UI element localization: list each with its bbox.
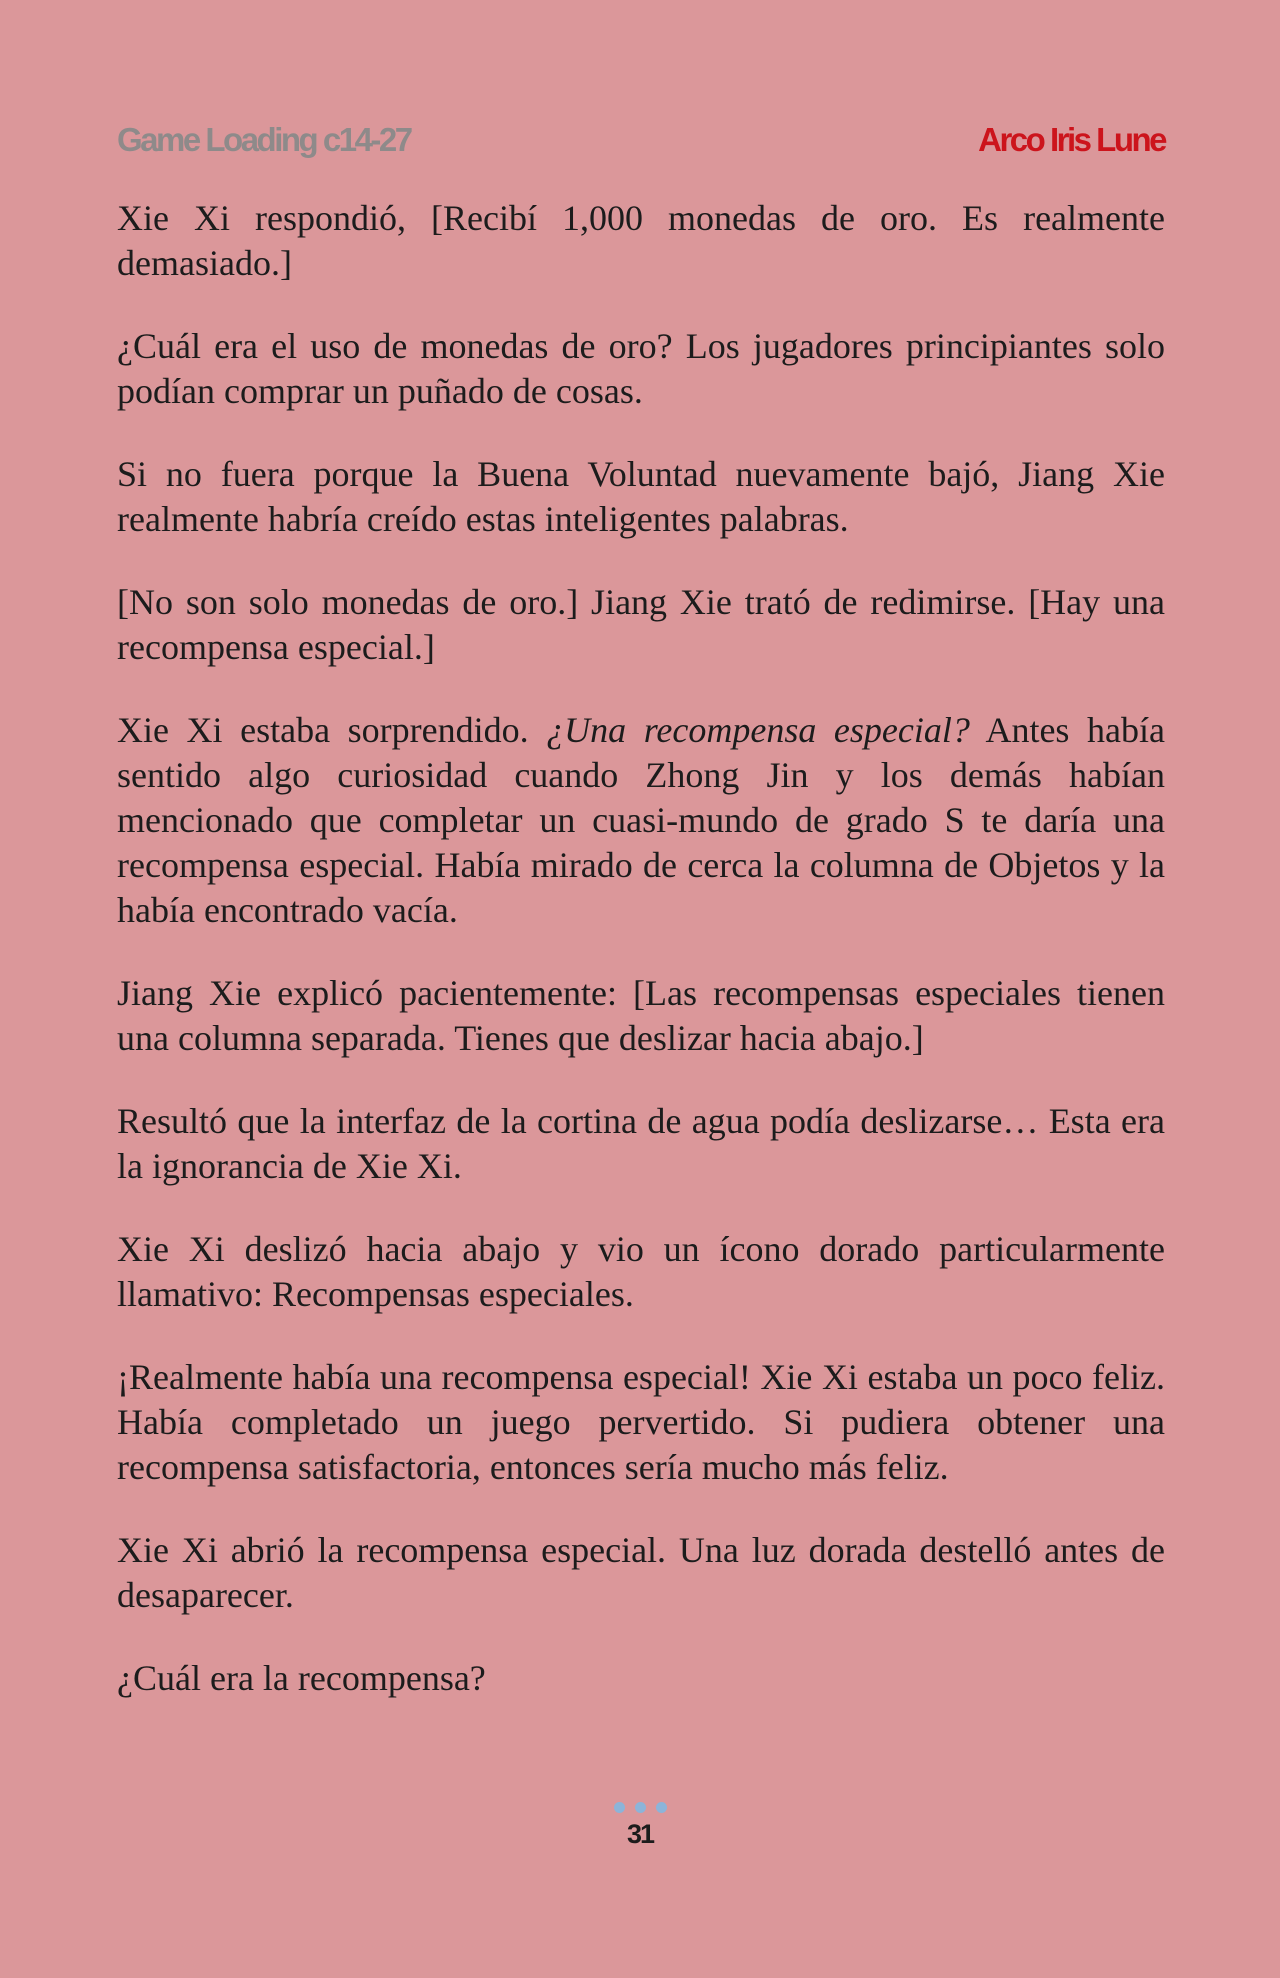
paragraph-7: Resultó que la interfaz de la cortina de agua podía deslizarse… Esta era la ignorancia de Xie Xi. (117, 1101, 1165, 1186)
paragraph-10: Xie Xi abrió la recompensa especial. Una luz dorada destelló antes de desaparecer. (117, 1530, 1165, 1615)
dot-icon (614, 1802, 625, 1813)
paragraph-1: Xie Xi respondió, [Recibí 1,000 monedas de oro. Es realmente demasiado.] (117, 198, 1165, 283)
paragraph-5-end: Antes había sentido algo curiosidad cuando Zhong Jin y los demás habían mencionado que completar un cuasi-mundo de grado S te daría una recompensa especial. Había mirado de cerca la columna de Objetos y la había encontrado vacía. (117, 710, 1165, 930)
page-number: 31 (626, 1819, 654, 1849)
paragraph-9: ¡Realmente había una recompensa especial! Xie Xi estaba un poco feliz. Había completado un juego pervertido. Si pudiera obtener una recompensa satisfactoria, entonces sería mucho más feliz. (117, 1357, 1165, 1487)
paragraph-3: Si no fuera porque la Buena Voluntad nuevamente bajó, Jiang Xie realmente habría creído estas inteligentes palabras. (117, 454, 1165, 539)
paragraph-8: Xie Xi deslizó hacia abajo y vio un ícono dorado particularmente llamativo: Recompensas especiales. (117, 1229, 1165, 1314)
translator-credit: Arco Iris Lune (978, 121, 1165, 158)
book-title: Game Loading c14-27 (117, 121, 411, 158)
page-header (117, 118, 1165, 162)
paragraph-11: ¿Cuál era la recompensa? (117, 1658, 486, 1698)
paragraph-5 (117, 708, 1165, 933)
paragraph-4: [No son solo monedas de oro.] Jiang Xie trató de redimirse. [Hay una recompensa especial.] (117, 582, 1165, 667)
paragraph-5-start: Xie Xi estaba sorprendido. (117, 710, 547, 750)
page-body (117, 196, 1165, 1739)
paragraph-5-italic: ¿Una recompensa especial? (546, 710, 970, 750)
ellipsis-dots-icon (0, 1802, 1280, 1816)
paragraph-2: ¿Cuál era el uso de monedas de oro? Los jugadores principiantes solo podían comprar un puñado de cosas. (117, 326, 1165, 411)
paragraph-6: Jiang Xie explicó pacientemente: [Las recompensas especiales tienen una columna separada. Tienes que deslizar hacia abajo.] (117, 973, 1165, 1058)
dot-icon (656, 1802, 667, 1813)
page-footer (0, 1802, 1280, 1850)
dot-icon (635, 1802, 646, 1813)
